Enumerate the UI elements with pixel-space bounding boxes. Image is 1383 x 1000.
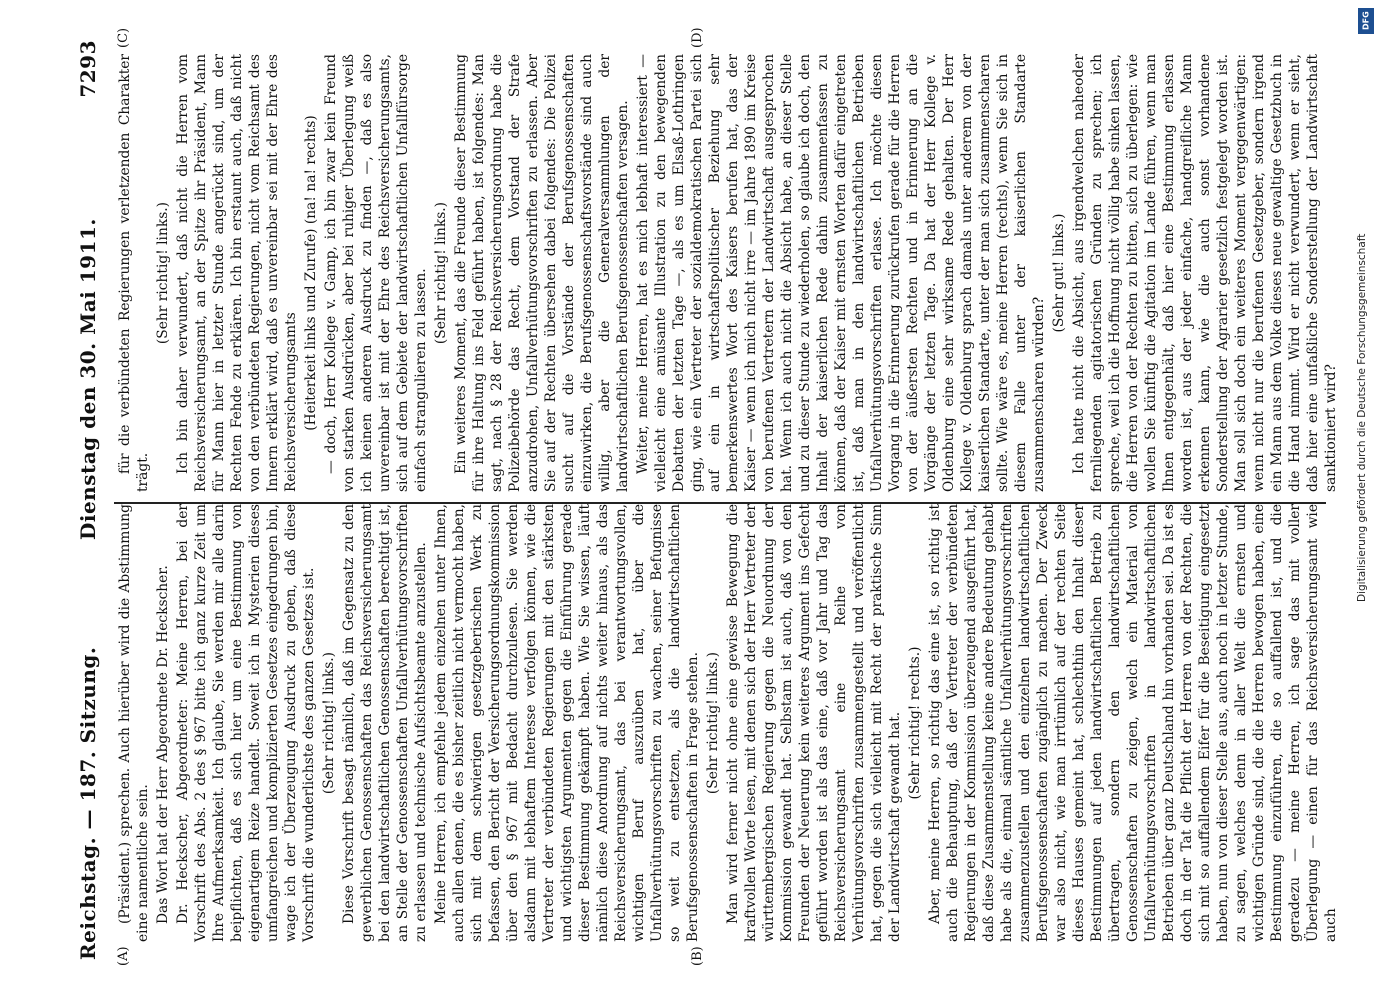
paragraph: Aber, meine Herren, so richtig das eine ist, so richtig ist auch die Behauptung, daß der Vertreter der verbündeten Regierungen in der Kommission überzeugend ausgeführt hat, daß diese Zusammenstellung keine andere Bedeutung gehabt habe als die, einmal sämtliche Unfallverhütungsvorschriften zusammenzustellen und den einzelnen landwirtschaftlichen Berufsgenossenschaften zugänglich zu machen. Der Zweck war also nicht, wie man irrtümlich auf der rechten Seite dieses Hauses gemeint hat, schlechthin den Inhalt dieser Bestimmungen auf jeden landwirtschaftlichen Betrieb zu übertragen, sondern den landwirtschaftlichen Genossenschaften zu zeigen, welch ein Material von Unfallverhütungsvorschriften in landwirtschaftlichen Betrieben über ganz Deutschland hin vorhanden sei. Da ist es doch in der Tat die Pflicht der Herren von der Rechten, die sich mit so auffallendem Eifer für die Beseitigung eingesetzt haben, nun von dieser Stelle aus, auch noch in letzter Stunde, zu sagen, welches denn in aller Welt die ernsten und wichtigen Gründe sind, die die Herren bewogen haben, eine Bestimmung einzuführen, die so auffallend ist, und die geradezu — meine Herren, ich sage das mit voller Überlegung — einen für das Reichsversicherungsamt wie auch xyxy=(927,504,1339,942)
digitization-sidebar xyxy=(1352,0,1383,1000)
paragraph: — doch, Herr Kollege v. Gamp, ich bin zwar kein Freund von starken Ausdrücken, aber bei ruhiger Überlegung weiß ich keinen anderen Ausdruck zu finden —, daß es also unvereinbar ist mit der Ehre des Reichsversicherungsamts, sich auf dem Gebiete der landwirtschaftlichen Unfallfürsorge einfach strangulieren zu lassen. xyxy=(323,54,429,492)
header-date: Dienstag den 30. Mai 1911. xyxy=(76,218,100,540)
paragraph: Man wird ferner nicht ohne eine gewisse Bewegung die kraftvollen Worte lesen, mit denen sich der Herr Vertreter der württembergischen Regierung gegen die Neuordnung der Kommission gewandt hat. Selbstam ist auch, daß von den Freunden der Neuerung kein weiteres Argument ins Gefecht geführt worden ist als das eine, daß vor Jahr und Tag das Reichsversicherungsamt eine Reihe von Verhütungsvorschriften zusammengestellt und veröffentlicht hat, gegen die sich vielleicht mit Recht der praktische Sinn der Landwirtschaft gewandt hat. xyxy=(725,504,903,942)
paragraph: (Präsident.) sprechen. Auch hierüber wird die Abstimmung eine namentliche sein. xyxy=(117,504,151,942)
paragraph: für die verbündeten Regierungen verletzenden Charakter trägt. xyxy=(117,54,151,492)
dfg-logo: DFG xyxy=(1358,8,1374,34)
paragraph: Ich hatte nicht die Absicht, aus irgendwelchen naheoder fernliegenden agitatorischen Gründen zu sprechen; ich spreche, weil ich die Hoffnung nicht völlig habe sinken lassen, die Herren von der Rechten zu bitten, sich zu überlegen: wie wollen Sie künftig die Agitation im Lande führen, wenn man Ihnen entgegenhält, daß hier eine Bestimmung erlassen worden ist, aus der jeder einfache, handgreifliche Mann erkennen kann, wie die auch sonst vorhandene Sonderstellung der Agrarier gesetzlich festgelegt worden ist. Man soll sich doch ein weiteres Moment vergegenwärtigen: wenn nicht nur die berufenen Gesetzgeber, sondern irgend ein Mann aus dem Volke dieses neue gewaltige Gesetzbuch in die Hand nimmt. Wird er nicht verwundert, wenn er sieht, daß hier eine unfaßliche Sonderstellung der Landwirtschaft sanktioniert wird? xyxy=(1071,54,1339,492)
margin-mark-a: (A) xyxy=(116,946,131,966)
margin-mark-b: (B) xyxy=(690,946,705,966)
interjection: (Sehr richtig! links.) xyxy=(433,201,449,345)
interjection: (Sehr richtig! rechts.) xyxy=(907,646,923,800)
header-left: Reichstag. — 187. Sitzung. xyxy=(76,646,100,960)
paragraph: Meine Herren, ich empfehle jedem einzelnen unter Ihnen, auch allen denen, die es bisher zeitlich nicht vermocht haben, sich mit dem schwierigen gesetzgeberischen Werk zu befassen, den Bericht der Versicherungsordnungskommission über den § 967 mit Bedacht durchzulesen. Sie werden alsdann mit lebhaftem Interesse verfolgen können, wie die Vertreter der verbündeten Regierungen mit den stärksten und wichtigsten Argumenten gegen die Einführung gerade dieser Bestimmung gekämpft haben. Wie Sie wissen, läuft nämlich diese Anordnung auf nichts weiter hinaus, als das Reichsversicherungsamt, das bei verantwortungsvollen, wichtigen Beruf auszuüben hat, über die Unfallverhütungsvorschriften zu wachen, seiner Befugnisse so weit zu entsetzen, als die landwirtschaftlichen Berufsgenossenschaften in Frage stehen. xyxy=(433,504,701,942)
interjection: (Sehr richtig! links.) xyxy=(321,651,337,795)
paragraph: Dr. Heckscher, Abgeordneter: Meine Herren, bei der Vorschrift des Abs. 2 des § 967 bitte ich ganz kurze Zeit um Ihre Aufmerksamkeit. Ich glaube, Sie werden mir alle darin beipflichten, daß es sich hier um eine Bestimmung von eigenartigem Reize handelt. Soweit ich in Mysterien dieses umfangreichen und komplizierten Gesetzes eingedrungen bin, wage ich der Überzeugung Ausdruck zu geben, daß diese Vorschrift die wunderlichste des ganzen Gesetzes ist. xyxy=(175,504,317,942)
interjection: (Sehr richtig! links.) xyxy=(155,201,171,345)
paragraph: Diese Vorschrift besagt nämlich, daß im Gegensatz zu den gewerblichen Genossenschaften das Reichsversicherungsamt bei den landwirtschaftlichen Genossenschaften berechtigt ist, an Stelle der Genossenschaften Unfallverhütungsvorschriften zu erlassen und technische Aufsichtsbeamte anzustellen. xyxy=(341,504,429,942)
paragraph: Weiter, meine Herren, hat es mich lebhaft interessiert — vielleicht eine amüsante Illustration zu den bewegenden Debatten der letzten Tage —, als es um Elsaß-Lothringen ging, wie ein Vertreter der sozialdemokratischen Partei sich auf ein in wirtschaftspolitischer Beziehung sehr bemerkenswertes Wort des Kaisers berufen hat, das der Kaiser — wenn ich mich nicht irre — im Jahre 1890 im Kreise von berufenen Vertretern der Landwirtschaft ausgesprochen hat. Wenn ich auch nicht die Absicht habe, an dieser Stelle und zu dieser Stunde zu wiederholen, so glaube ich doch, den Inhalt der kaiserlichen Rede dahin zusammenfassen zu können, daß der Kaiser mit ernsten Worten dafür eingetreten ist, daß man in den landwirtschaftlichen Betrieben Unfallverhütungsvorschriften erlasse. Ich möchte diesen Vorgang in die Erinnerung zurückrufen gerade für die Herren von der äußersten Rechten und in Erinnerung an die Vorgänge der letzten Tage. Da hat der Herr Kollege v. Oldenburg eine sehr wirksame Rede gehalten. Der Herr Kollege v. Oldenburg sprach damals unter anderem von der kaiserlichen Standarte, unter der man sich zusammenscharen sollte. Wie wäre es, meine Herren (rechts), wenn Sie sich in diesem Falle unter der kaiserlichen Standarte zusammenscharen würden? xyxy=(635,54,1047,492)
interjection: (Sehr gut! links.) xyxy=(1051,213,1067,333)
page-number: 7293 xyxy=(76,40,100,98)
interjection: (Heiterkeit links und Zurufe) (na! na! rechts) xyxy=(303,115,319,431)
page-header xyxy=(68,40,108,960)
paragraph: Ich bin daher verwundert, daß nicht die Herren vom Reichsversicherungsamt, an der Spitze ihr Präsident, Mann für Mann hier in letzter Stunde angerückt sind, um der Rechten Fehde zu erklären. Ich bin erstaunt auch, daß nicht von den verbündeten Regierungen, nicht vom Reichsamt des Innern erklärt wird, daß es unvereinbar sei mit der Ehre des Reichsversicherungsamts xyxy=(175,54,299,492)
right-text-column xyxy=(116,54,1339,492)
paragraph: Ein weiteres Moment, das die Freunde dieser Bestimmung für ihre Haltung ins Feld geführt haben, ist folgendes: Man sagt, nach § 28 der Reichsversicherungsordnung habe die Polizeibehörde das Recht, dem Vorstand der Strafe anzudrohen, Unfallverhütungsvorschriften zu erlassen. Aber Sie auf der Rechten übersehen dabei folgendes: Die Polizei sucht auf die Vorstände der Berufsgenossenschaften einzuwirken, die Berufsgenossenschaftsvorstände sind auch willig, aber die Generalversammlungen der landwirtschaftlichen Berufsgenossenschaften versagen. xyxy=(453,54,631,492)
interjection: (Sehr richtig! links.) xyxy=(705,651,721,795)
document-page xyxy=(30,0,1350,1000)
margin-mark-d: (D) xyxy=(690,27,705,48)
digitization-note: Digitalisierung gefördert durch die Deutsche Forschungsgemeinschaft xyxy=(1356,233,1368,602)
margin-mark-c: (C) xyxy=(116,27,131,48)
column-divider xyxy=(114,502,1326,504)
paragraph: Das Wort hat der Herr Abgeordnete Dr. Heckscher. xyxy=(155,565,171,924)
left-text-column xyxy=(116,504,1339,942)
